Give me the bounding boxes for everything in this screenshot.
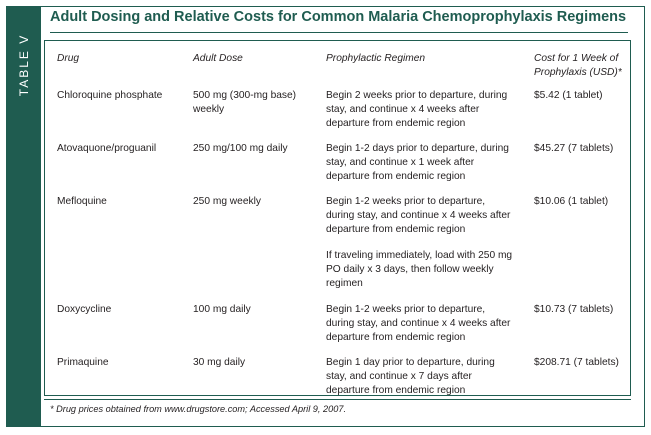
column-header-drug: Drug [57, 53, 80, 64]
table-cell-dose: 250 mg/100 mg daily [193, 143, 288, 154]
table-title: Adult Dosing and Relative Costs for Common Malaria Chemoprophylaxis Regimens [50, 9, 627, 25]
table-cell-drug: Chloroquine phosphate [57, 90, 163, 101]
column-header-cost: Cost for 1 Week of Prophylaxis (USD)* [534, 53, 622, 78]
table-cell-cost: $10.06 (1 tablet) [534, 196, 609, 207]
table-cell-regimen: Begin 1-2 weeks prior to departure, during stay, and continue x 4 weeks after departure from endemic region [326, 304, 511, 343]
table-cell-drug: Doxycycline [57, 304, 112, 315]
table-cell-cost: $45.27 (7 tablets) [534, 143, 614, 154]
table-cell-drug: Primaquine [57, 357, 109, 368]
table-cell-regimen: Begin 1-2 weeks prior to departure, during stay, and continue x 4 weeks after departure from endemic region [326, 196, 511, 235]
table-cell-regimen-note: If traveling immediately, load with 250 mg PO daily x 3 days, then follow weekly regimen [326, 250, 513, 289]
table-cell-drug: Atovaquone/proguanil [57, 143, 157, 154]
table-cell-cost: $5.42 (1 tablet) [534, 90, 603, 101]
table-cell-dose: 30 mg daily [193, 357, 246, 368]
footnote-divider [44, 399, 631, 400]
title-divider [50, 32, 628, 33]
table-sidebar [7, 7, 41, 426]
table-number-label: TABLE V [17, 33, 31, 97]
table-cell-dose: 250 mg weekly [193, 196, 261, 207]
table-cell-cost: $10.73 (7 tablets) [534, 304, 614, 315]
table-cell-regimen: Begin 1 day prior to departure, during stay, and continue x 7 days after departure from endemic region [326, 357, 495, 396]
table-cell-regimen: Begin 2 weeks prior to departure, during stay, and continue x 4 weeks after departure from endemic region [326, 90, 508, 129]
table-footnote: * Drug prices obtained from www.drugstore.com; Accessed April 9, 2007. [50, 404, 347, 414]
column-header-adult-dose: Adult Dose [193, 53, 243, 64]
table-cell-dose: 500 mg (300-mg base) weekly [193, 90, 297, 115]
column-header-regimen: Prophylactic Regimen [326, 53, 426, 64]
table-cell-dose: 100 mg daily [193, 304, 251, 315]
table-cell-drug: Mefloquine [57, 196, 107, 207]
table-cell-regimen: Begin 1-2 days prior to departure, during stay, and continue x 1 week after departure from endemic region [326, 143, 509, 182]
table-cell-cost: $208.71 (7 tablets) [534, 357, 619, 368]
